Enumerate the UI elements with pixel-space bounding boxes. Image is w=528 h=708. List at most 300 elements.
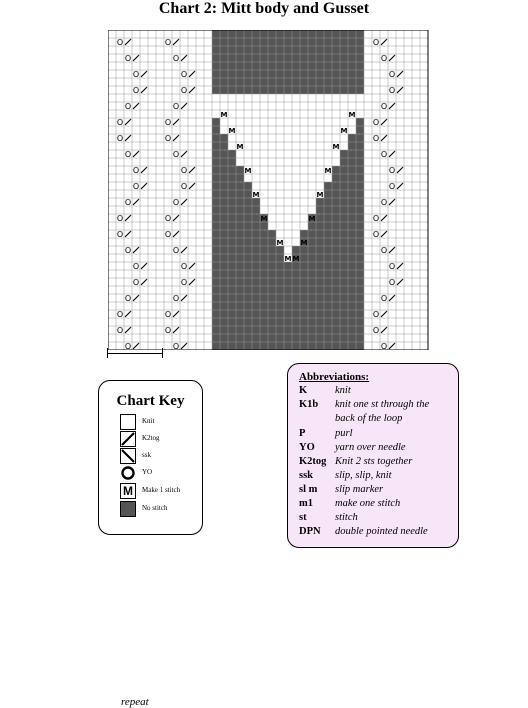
no-stitch-cell [332,318,340,326]
repeat-tick-right [162,348,163,358]
abbr-def: double pointed needle [335,526,428,537]
yo-symbol: O [372,326,380,335]
no-stitch-cell [356,86,364,94]
no-stitch-cell [292,46,300,54]
no-stitch-cell [300,78,308,86]
no-stitch-cell [340,182,348,190]
yo-symbol: O [164,134,172,143]
no-stitch-cell [236,278,244,286]
no-stitch-cell [348,46,356,54]
no-stitch-cell [292,62,300,70]
no-stitch-cell [212,30,220,38]
no-stitch-cell [228,214,236,222]
no-stitch-cell [316,246,324,254]
no-stitch-cell [292,278,300,286]
no-stitch-cell [268,30,276,38]
no-stitch-cell [244,246,252,254]
yo-symbol: O [180,262,188,271]
no-stitch-cell [252,30,260,38]
no-stitch-cell [308,278,316,286]
no-stitch-cell [356,166,364,174]
no-stitch-cell [308,334,316,342]
yo-symbol: O [124,246,132,255]
repeat-tick-left [107,348,108,358]
no-stitch-cell [324,46,332,54]
yo-symbol: O [164,214,172,223]
abbr-def: Knit 2 sts together [335,456,413,467]
no-stitch-cell [268,86,276,94]
no-stitch-cell [228,318,236,326]
no-stitch-cell [308,62,316,70]
no-stitch-cell [284,62,292,70]
no-stitch-cell [316,342,324,350]
no-stitch-cell [212,294,220,302]
yo-symbol: O [116,134,124,143]
no-stitch-cell [340,78,348,86]
no-stitch-cell [356,294,364,302]
no-stitch-cell [284,78,292,86]
make1-symbol: M [260,215,268,223]
no-stitch-cell [316,262,324,270]
no-stitch-cell [228,182,236,190]
yo-symbol: O [172,102,180,111]
no-stitch-cell [260,230,268,238]
no-stitch-cell [220,70,228,78]
no-stitch-cell [212,238,220,246]
no-stitch-cell [340,310,348,318]
no-stitch-cell [356,238,364,246]
abbr-row [299,399,429,411]
no-stitch-cell [316,270,324,278]
no-stitch-cell [356,198,364,206]
no-stitch-cell [252,222,260,230]
no-stitch-cell [244,334,252,342]
yo-symbol: O [380,150,388,159]
no-stitch-cell [340,286,348,294]
no-stitch-cell [308,222,316,230]
no-stitch-cell [220,182,228,190]
yo-symbol: O [180,70,188,79]
no-stitch-cell [228,38,236,46]
no-stitch-cell [244,294,252,302]
no-stitch-cell [268,286,276,294]
no-stitch-cell [356,334,364,342]
no-stitch-cell [340,206,348,214]
no-stitch-cell [308,342,316,350]
no-stitch-cell [348,150,356,158]
no-stitch-cell [284,302,292,310]
no-stitch-cell [332,246,340,254]
no-stitch-cell [212,270,220,278]
yo-symbol: O [164,310,172,319]
no-stitch-cell [332,278,340,286]
no-stitch-cell [252,78,260,86]
no-stitch-cell [228,206,236,214]
no-stitch-cell [340,38,348,46]
no-stitch-cell [252,86,260,94]
yo-symbol: O [380,102,388,111]
no-stitch-cell [260,286,268,294]
no-stitch-cell [332,214,340,222]
make1-symbol: M [332,143,340,151]
no-stitch-cell [348,238,356,246]
no-stitch-cell [348,222,356,230]
no-stitch-cell [332,166,340,174]
yo-symbol: O [172,342,180,350]
no-stitch-cell [324,302,332,310]
abbreviations-panel [287,363,459,548]
no-stitch-cell [300,38,308,46]
no-stitch-cell [260,46,268,54]
no-stitch-cell [220,254,228,262]
yo-symbol: O [116,326,124,335]
make1-symbol: M [292,255,300,263]
repeat-label: repeat [121,696,149,708]
no-stitch-cell [236,270,244,278]
no-stitch-cell [276,54,284,62]
no-stitch-cell [220,326,228,334]
no-stitch-cell [324,222,332,230]
no-stitch-cell [332,78,340,86]
no-stitch-cell [220,262,228,270]
abbr-def: slip, slip, knit [335,470,392,481]
no-stitch-cell [316,38,324,46]
yo-symbol: O [388,70,396,79]
no-stitch-cell [348,326,356,334]
no-stitch-cell [300,334,308,342]
no-stitch-cell [260,278,268,286]
no-stitch-cell [268,238,276,246]
no-stitch-cell [228,70,236,78]
no-stitch-cell [228,86,236,94]
abbr-def: knit one st through the [335,399,430,410]
no-stitch-cell [244,286,252,294]
no-stitch-cell [356,30,364,38]
no-stitch-icon [120,501,136,517]
no-stitch-cell [316,222,324,230]
no-stitch-cell [220,158,228,166]
no-stitch-cell [236,318,244,326]
key-label: No stitch [142,504,168,512]
no-stitch-cell [292,270,300,278]
yo-symbol: O [172,246,180,255]
no-stitch-cell [220,302,228,310]
no-stitch-cell [300,230,308,238]
no-stitch-cell [356,214,364,222]
no-stitch-cell [276,62,284,70]
no-stitch-cell [348,62,356,70]
no-stitch-cell [212,174,220,182]
no-stitch-cell [332,182,340,190]
no-stitch-cell [236,206,244,214]
yo-symbol: O [380,342,388,350]
no-stitch-cell [340,222,348,230]
no-stitch-cell [236,70,244,78]
yo-symbol: O [372,310,380,319]
no-stitch-cell [260,302,268,310]
no-stitch-cell [332,262,340,270]
make1-symbol: M [276,239,284,247]
no-stitch-cell [332,206,340,214]
no-stitch-cell [236,302,244,310]
no-stitch-cell [236,286,244,294]
yo-symbol: O [124,150,132,159]
no-stitch-cell [260,254,268,262]
no-stitch-cell [332,190,340,198]
no-stitch-cell [300,294,308,302]
no-stitch-cell [316,294,324,302]
no-stitch-cell [356,190,364,198]
no-stitch-cell [212,310,220,318]
no-stitch-cell [236,294,244,302]
no-stitch-cell [260,270,268,278]
no-stitch-cell [260,86,268,94]
no-stitch-cell [332,326,340,334]
abbr-row [299,470,392,482]
no-stitch-cell [356,342,364,350]
no-stitch-cell [284,278,292,286]
no-stitch-cell [348,214,356,222]
key-row-no-stitch [120,501,200,519]
no-stitch-cell [324,38,332,46]
no-stitch-cell [348,342,356,350]
no-stitch-cell [268,54,276,62]
no-stitch-cell [316,198,324,206]
no-stitch-cell [316,206,324,214]
no-stitch-cell [252,310,260,318]
no-stitch-cell [252,270,260,278]
no-stitch-cell [356,246,364,254]
abbr-row [299,442,406,454]
key-label: YO [142,468,153,476]
no-stitch-cell [212,334,220,342]
no-stitch-cell [348,30,356,38]
no-stitch-cell [268,254,276,262]
no-stitch-cell [332,46,340,54]
no-stitch-cell [228,262,236,270]
no-stitch-cell [340,30,348,38]
no-stitch-cell [236,246,244,254]
knitting-chart [108,30,432,350]
no-stitch-cell [228,166,236,174]
no-stitch-cell [300,62,308,70]
no-stitch-cell [292,318,300,326]
yo-symbol: O [164,38,172,47]
no-stitch-cell [244,230,252,238]
no-stitch-cell [308,246,316,254]
no-stitch-cell [244,46,252,54]
abbreviations-title: Abbreviations: [299,371,370,383]
no-stitch-cell [244,206,252,214]
no-stitch-cell [268,70,276,78]
no-stitch-cell [220,294,228,302]
no-stitch-cell [220,238,228,246]
no-stitch-cell [276,38,284,46]
no-stitch-cell [308,270,316,278]
no-stitch-cell [228,54,236,62]
no-stitch-cell [356,222,364,230]
no-stitch-cell [228,246,236,254]
no-stitch-cell [308,318,316,326]
no-stitch-cell [308,38,316,46]
no-stitch-cell [356,118,364,126]
no-stitch-cell [252,286,260,294]
no-stitch-cell [308,302,316,310]
no-stitch-cell [308,326,316,334]
no-stitch-cell [260,334,268,342]
no-stitch-cell [212,126,220,134]
no-stitch-cell [220,134,228,142]
yo-symbol: O [132,278,140,287]
no-stitch-cell [332,198,340,206]
no-stitch-cell [348,310,356,318]
knit-icon [120,414,136,430]
no-stitch-cell [340,334,348,342]
no-stitch-cell [284,46,292,54]
no-stitch-cell [252,318,260,326]
no-stitch-cell [356,206,364,214]
abbr-code: K [299,385,308,396]
no-stitch-cell [212,230,220,238]
no-stitch-cell [316,62,324,70]
no-stitch-cell [268,262,276,270]
no-stitch-cell [220,174,228,182]
no-stitch-cell [316,286,324,294]
no-stitch-cell [236,334,244,342]
no-stitch-cell [220,214,228,222]
no-stitch-cell [228,254,236,262]
no-stitch-cell [308,286,316,294]
no-stitch-cell [220,278,228,286]
no-stitch-cell [340,150,348,158]
yo-symbol: O [132,182,140,191]
yo-symbol: O [116,214,124,223]
abbr-def-continued: back of the loop [335,413,403,424]
no-stitch-cell [260,262,268,270]
no-stitch-cell [324,286,332,294]
no-stitch-cell [228,230,236,238]
no-stitch-cell [300,318,308,326]
no-stitch-cell [252,230,260,238]
no-stitch-cell [324,326,332,334]
no-stitch-cell [316,302,324,310]
no-stitch-cell [268,334,276,342]
yo-symbol: O [180,166,188,175]
no-stitch-cell [236,230,244,238]
no-stitch-cell [332,62,340,70]
no-stitch-cell [212,182,220,190]
no-stitch-cell [300,70,308,78]
no-stitch-cell [348,294,356,302]
no-stitch-cell [332,310,340,318]
yo-symbol: O [180,182,188,191]
no-stitch-cell [252,238,260,246]
no-stitch-cell [292,342,300,350]
no-stitch-cell [324,86,332,94]
no-stitch-cell [340,278,348,286]
no-stitch-cell [228,334,236,342]
no-stitch-cell [300,54,308,62]
no-stitch-cell [308,78,316,86]
no-stitch-cell [324,54,332,62]
no-stitch-cell [356,230,364,238]
no-stitch-cell [284,286,292,294]
abbr-row [299,526,428,538]
no-stitch-cell [300,262,308,270]
no-stitch-cell [316,70,324,78]
no-stitch-cell [324,270,332,278]
no-stitch-cell [260,342,268,350]
no-stitch-cell [268,270,276,278]
key-row-knit [120,414,200,432]
yo-symbol: O [172,150,180,159]
no-stitch-cell [300,46,308,54]
no-stitch-cell [220,230,228,238]
no-stitch-cell [212,142,220,150]
no-stitch-cell [292,70,300,78]
no-stitch-cell [212,198,220,206]
no-stitch-cell [340,166,348,174]
no-stitch-cell [252,54,260,62]
no-stitch-cell [260,294,268,302]
no-stitch-cell [220,54,228,62]
no-stitch-cell [356,46,364,54]
yo-symbol: O [388,166,396,175]
no-stitch-cell [340,174,348,182]
no-stitch-cell [348,70,356,78]
abbr-code: st [299,512,307,523]
no-stitch-cell [316,310,324,318]
no-stitch-cell [348,318,356,326]
yo-symbol: O [132,70,140,79]
no-stitch-cell [212,286,220,294]
no-stitch-cell [356,142,364,150]
no-stitch-cell [332,294,340,302]
no-stitch-cell [228,326,236,334]
no-stitch-cell [252,46,260,54]
no-stitch-cell [236,254,244,262]
no-stitch-cell [324,198,332,206]
no-stitch-cell [260,62,268,70]
no-stitch-cell [212,134,220,142]
no-stitch-cell [228,46,236,54]
no-stitch-cell [220,190,228,198]
no-stitch-cell [332,38,340,46]
no-stitch-cell [340,318,348,326]
no-stitch-cell [300,286,308,294]
no-stitch-cell [284,30,292,38]
no-stitch-cell [212,54,220,62]
no-stitch-cell [260,54,268,62]
no-stitch-cell [284,334,292,342]
no-stitch-cell [212,246,220,254]
abbr-code: sl m [299,484,318,495]
no-stitch-cell [244,310,252,318]
no-stitch-cell [348,254,356,262]
yo-symbol: O [372,230,380,239]
no-stitch-cell [356,126,364,134]
no-stitch-cell [340,230,348,238]
no-stitch-cell [308,310,316,318]
no-stitch-cell [252,206,260,214]
no-stitch-cell [316,278,324,286]
key-label: Make 1 stitch [142,486,181,494]
no-stitch-cell [356,70,364,78]
no-stitch-cell [252,62,260,70]
no-stitch-cell [284,326,292,334]
no-stitch-cell [348,182,356,190]
no-stitch-cell [260,318,268,326]
